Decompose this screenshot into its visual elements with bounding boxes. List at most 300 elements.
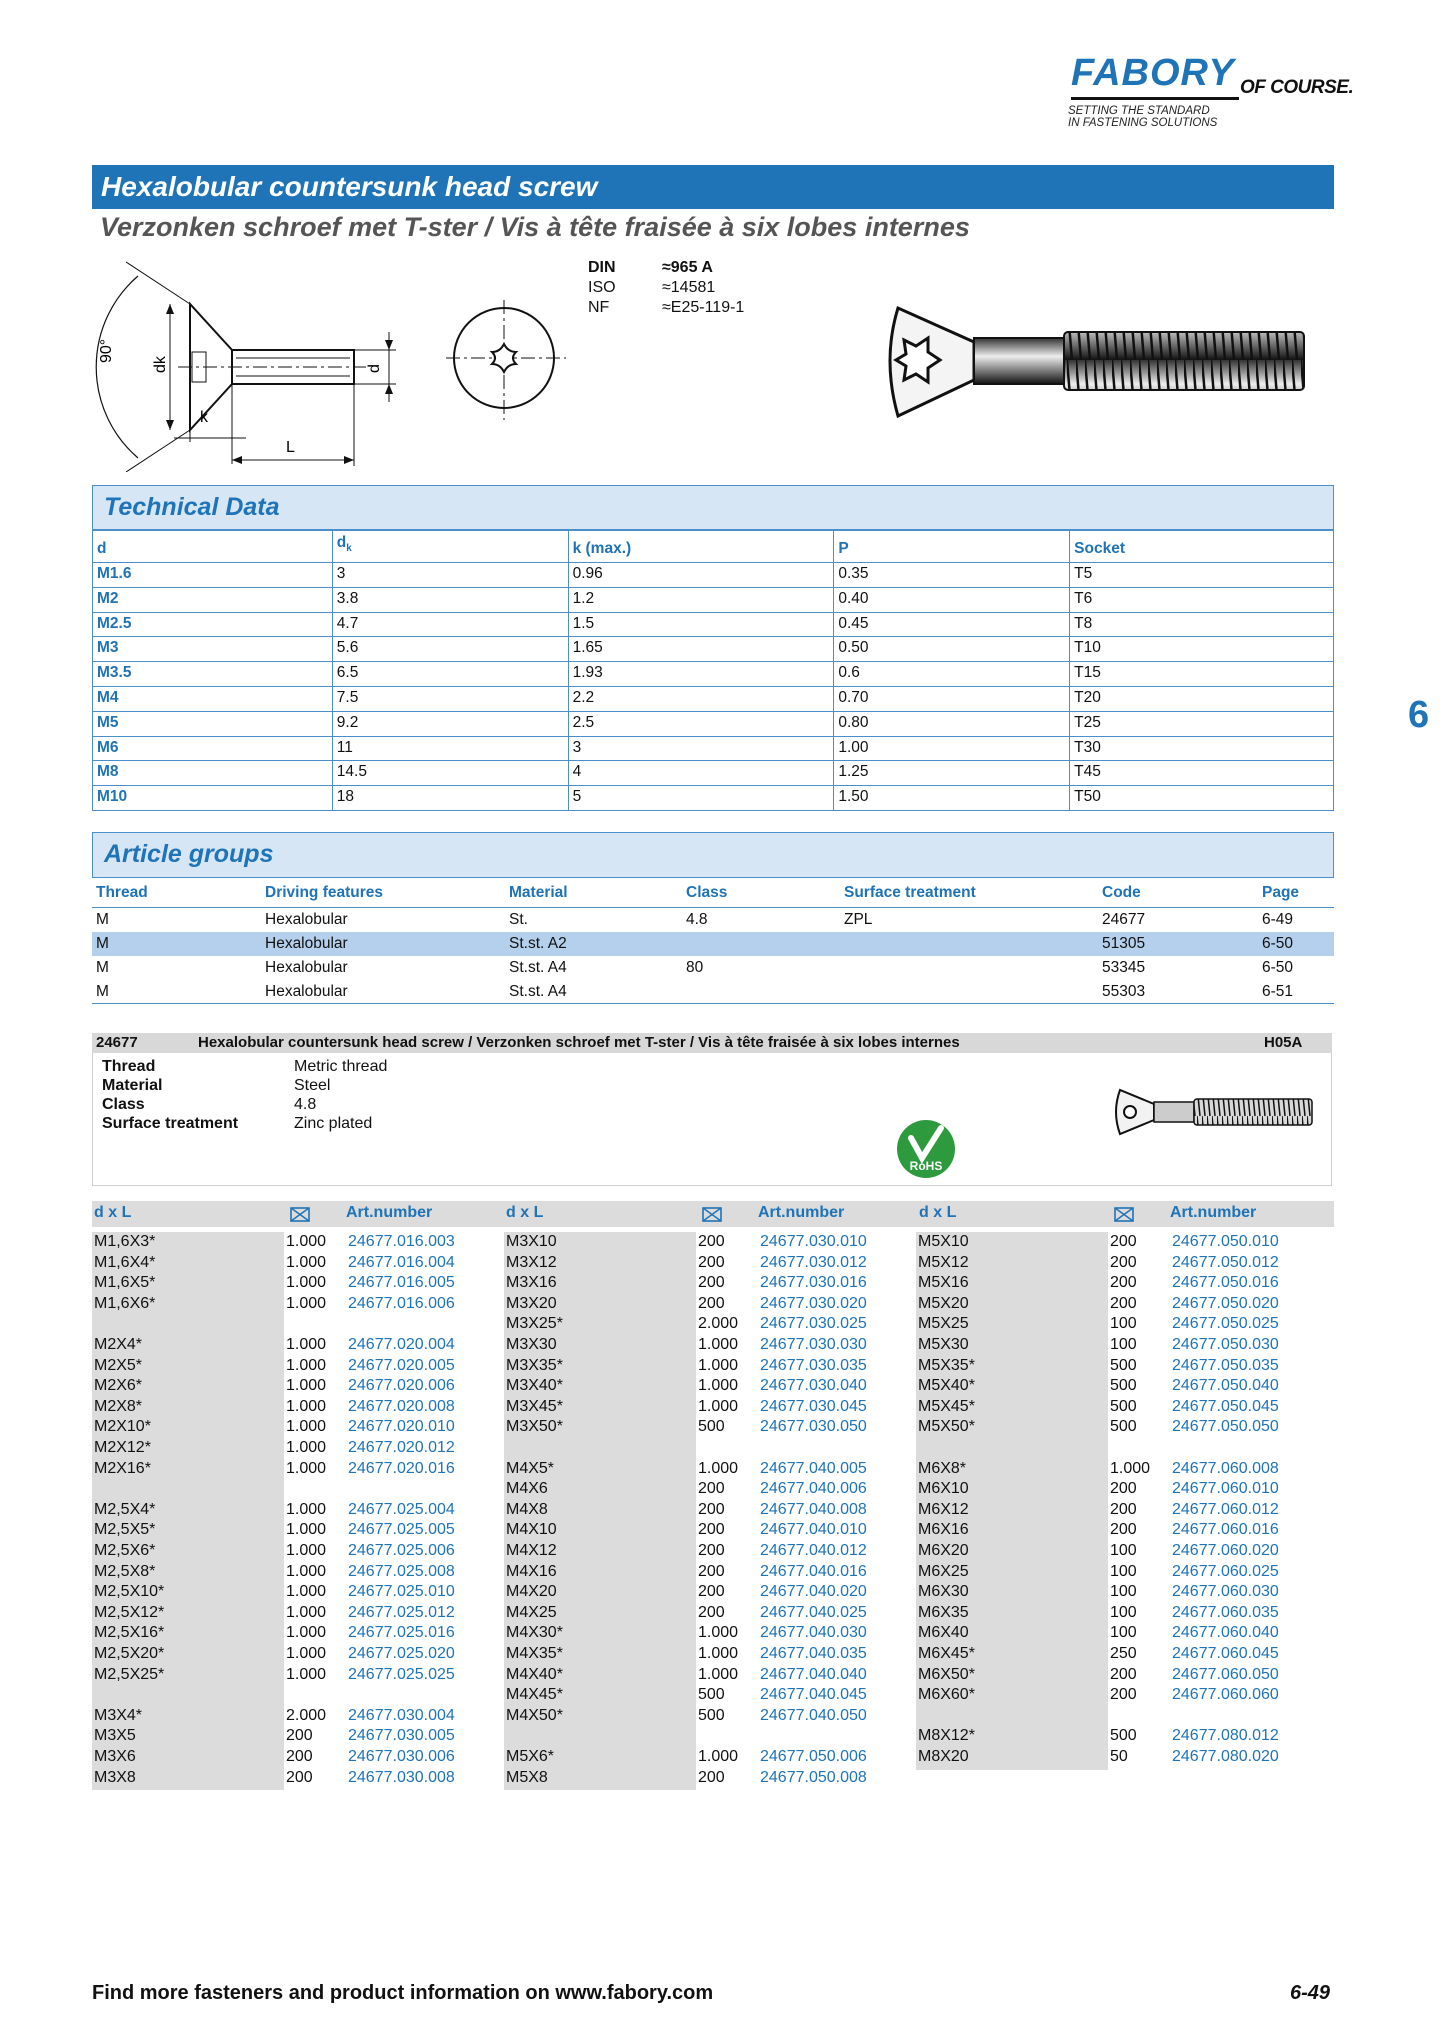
tech-cell: 4.7 — [332, 612, 568, 637]
size-list-item — [1110, 1314, 1137, 1334]
package-quantity: 1.000 — [286, 1459, 327, 1477]
article-number: 24677.050.045 — [1172, 1397, 1279, 1415]
size-value: M4X8 — [506, 1500, 548, 1518]
size-value: M4X16 — [506, 1562, 557, 1580]
size-list-item — [1172, 1459, 1279, 1479]
tech-row — [93, 612, 1334, 637]
size-list-item — [348, 1582, 455, 1602]
size-list-item — [286, 1438, 326, 1458]
size-list-item — [94, 1623, 164, 1643]
size-col-3-header: d x L — [919, 1204, 957, 1221]
article-number: 24677.030.016 — [760, 1274, 867, 1292]
size-value: M3X40* — [506, 1377, 563, 1395]
article-number: 24677.020.006 — [348, 1377, 455, 1395]
size-list-header — [92, 1201, 1334, 1227]
size-list-item — [94, 1273, 155, 1293]
article-number: 24677.025.012 — [348, 1603, 455, 1621]
size-value: M8X12* — [918, 1727, 975, 1745]
package-quantity: 200 — [698, 1274, 725, 1292]
size-value: M4X40* — [506, 1665, 563, 1683]
tech-cell-size: M3 — [93, 637, 333, 662]
size-value: M2X12* — [94, 1439, 151, 1456]
fabory-logo — [1068, 52, 1358, 132]
size-list-item — [348, 1253, 455, 1273]
size-list-item — [1172, 1479, 1279, 1499]
size-list-item — [94, 1417, 151, 1437]
size-list-item — [506, 1603, 557, 1623]
size-list-item — [698, 1335, 738, 1355]
article-cell: ZPL — [844, 911, 873, 929]
size-list-item — [1172, 1644, 1279, 1664]
size-value: M2,5X8* — [94, 1562, 156, 1580]
size-list-item — [506, 1335, 557, 1355]
size-list-item — [94, 1665, 164, 1685]
size-list-item — [286, 1397, 326, 1417]
d-label: d — [366, 364, 383, 373]
size-list-item — [1110, 1479, 1137, 1499]
size-list-item — [698, 1253, 725, 1273]
size-list-item — [1172, 1685, 1279, 1705]
article-row — [92, 908, 1334, 932]
size-list-item — [1110, 1747, 1128, 1767]
article-cell: Hexalobular — [265, 911, 348, 929]
size-value: M3X5 — [94, 1727, 136, 1745]
size-list-item — [348, 1417, 455, 1437]
tech-col-d: d — [93, 530, 333, 563]
size-value: M6X8* — [918, 1459, 967, 1477]
tech-row — [93, 736, 1334, 761]
size-list-item — [918, 1541, 969, 1561]
size-value: M6X30 — [918, 1583, 969, 1601]
size-list-item — [698, 1356, 738, 1376]
size-list-item — [918, 1232, 969, 1252]
tech-row — [93, 662, 1334, 687]
tech-cell-size: M6 — [93, 736, 333, 761]
package-quantity: 2.000 — [286, 1706, 327, 1724]
size-list-item — [760, 1232, 867, 1252]
size-value: M4X5* — [506, 1459, 555, 1477]
std-nf-value: ≈E25-119-1 — [662, 299, 745, 316]
tech-cell: T5 — [1070, 563, 1334, 588]
size-list-item — [760, 1479, 867, 1499]
size-list-item — [286, 1273, 326, 1293]
article-number: 24677.030.050 — [760, 1418, 867, 1436]
package-quantity: 200 — [698, 1294, 725, 1312]
size-value: M3X16 — [506, 1274, 557, 1292]
prop-surface-label: Surface treatment — [102, 1115, 239, 1132]
tech-cell: 0.40 — [834, 587, 1070, 612]
article-cell — [840, 956, 1098, 980]
size-list-item — [506, 1706, 563, 1726]
article-number: 24677.040.010 — [760, 1521, 867, 1539]
size-list-item — [286, 1356, 326, 1376]
size-value: M5X50* — [918, 1418, 975, 1436]
size-list-item — [506, 1768, 548, 1788]
size-list-item — [760, 1500, 867, 1520]
size-list-item — [698, 1376, 738, 1396]
article-number: 24677.040.006 — [760, 1480, 867, 1498]
size-list-item — [348, 1232, 455, 1252]
package-quantity: 1.000 — [286, 1439, 327, 1456]
article-cell — [682, 932, 840, 956]
art-col-3-header: Art.number — [1170, 1204, 1257, 1221]
tech-cell: T15 — [1070, 662, 1334, 687]
art-col-class: Class — [682, 879, 840, 908]
logo-brand: FABORY — [1071, 52, 1235, 94]
size-list-item — [286, 1747, 313, 1767]
article-number: 24677.060.030 — [1172, 1583, 1279, 1601]
package-quantity: 1.000 — [286, 1665, 327, 1683]
size-list-item — [698, 1397, 738, 1417]
tech-cell: T45 — [1070, 761, 1334, 786]
size-list-item — [348, 1644, 455, 1664]
prop-material-label: Material — [102, 1077, 163, 1094]
article-number: 24677.060.008 — [1172, 1459, 1279, 1477]
article-number: 24677.020.010 — [348, 1418, 455, 1436]
tech-cell-size: M8 — [93, 761, 333, 786]
package-quantity: 200 — [698, 1768, 725, 1786]
package-quantity: 100 — [1110, 1624, 1137, 1642]
size-value: M5X10 — [918, 1233, 969, 1250]
size-list-item — [760, 1335, 867, 1355]
size-list-item — [918, 1603, 969, 1623]
package-quantity: 250 — [1110, 1645, 1137, 1662]
size-value: M3X45* — [506, 1397, 563, 1415]
size-value: M8X20 — [918, 1748, 969, 1765]
tech-cell: 0.80 — [834, 711, 1070, 736]
size-value: M6X25 — [918, 1562, 969, 1580]
size-list-item — [1172, 1397, 1279, 1417]
tech-cell: 0.50 — [834, 637, 1070, 662]
article-number: 24677.080.020 — [1172, 1748, 1279, 1765]
size-value: M3X50* — [506, 1418, 563, 1436]
size-list-item — [1110, 1356, 1137, 1376]
article-number: 24677.020.016 — [348, 1459, 455, 1477]
size-list-item — [918, 1397, 975, 1417]
size-value: M3X20 — [506, 1294, 557, 1312]
size-list-item — [94, 1644, 164, 1664]
size-list-item — [918, 1273, 969, 1293]
tech-row — [93, 587, 1334, 612]
screw-photo — [878, 300, 1318, 424]
logo-tagline-1: SETTING THE STANDARD — [1068, 105, 1210, 117]
tech-cell: T30 — [1070, 736, 1334, 761]
package-quantity: 200 — [1110, 1480, 1137, 1498]
size-value: M6X45* — [918, 1645, 975, 1662]
rohs-label: RoHS — [909, 1159, 943, 1173]
package-quantity: 1.000 — [286, 1624, 327, 1642]
size-list-item — [348, 1356, 455, 1376]
article-number: 24677.030.045 — [760, 1397, 867, 1415]
size-list-item — [1172, 1356, 1279, 1376]
size-list-item — [94, 1397, 142, 1417]
logo-tagline-2: IN FASTENING SOLUTIONS — [1068, 117, 1218, 129]
size-value: M5X25 — [918, 1315, 969, 1333]
size-list-item — [94, 1500, 155, 1520]
size-list-item — [506, 1685, 563, 1705]
size-value: M6X40 — [918, 1624, 969, 1642]
std-din-name: DIN — [588, 259, 616, 276]
size-value: M3X6 — [94, 1748, 136, 1765]
size-list-item — [94, 1520, 155, 1540]
size-value: M4X30* — [506, 1624, 563, 1642]
article-number: 24677.060.025 — [1172, 1562, 1279, 1580]
package-quantity: 1.000 — [286, 1274, 327, 1292]
package-quantity: 200 — [698, 1233, 725, 1250]
package-quantity: 100 — [1110, 1603, 1137, 1621]
size-value: M1,6X4* — [94, 1253, 156, 1271]
size-value: M5X30 — [918, 1336, 969, 1353]
size-value: M5X40* — [918, 1377, 975, 1395]
article-number: 24677.030.006 — [348, 1748, 455, 1765]
size-list-item — [918, 1479, 969, 1499]
std-iso-name: ISO — [588, 279, 616, 296]
size-list-item — [1172, 1623, 1279, 1643]
size-list-item — [506, 1623, 563, 1643]
article-cell: 6-49 — [1262, 911, 1294, 929]
size-list-item — [286, 1603, 326, 1623]
size-list-item — [760, 1685, 867, 1705]
package-quantity: 200 — [1110, 1233, 1137, 1250]
article-number: 24677.030.005 — [348, 1727, 455, 1745]
size-list-item — [94, 1294, 155, 1314]
article-number: 24677.050.035 — [1172, 1356, 1279, 1374]
article-cell: M — [92, 932, 261, 956]
size-list-item — [94, 1541, 155, 1561]
product-code: 24677 — [96, 1034, 138, 1051]
tech-header-row — [93, 530, 1334, 563]
article-number: 24677.030.012 — [760, 1253, 867, 1271]
size-list-item — [1172, 1747, 1279, 1767]
package-quantity: 200 — [286, 1727, 313, 1745]
article-cell — [682, 979, 840, 1003]
size-list-item — [698, 1294, 725, 1314]
package-quantity: 200 — [1110, 1274, 1137, 1292]
tech-cell: 11 — [332, 736, 568, 761]
tech-cell: 0.45 — [834, 612, 1070, 637]
size-value: M6X50* — [918, 1665, 975, 1683]
k-label: k — [200, 409, 208, 426]
size-list-item — [1110, 1726, 1137, 1746]
article-number: 24677.030.035 — [760, 1356, 867, 1374]
size-list-item — [94, 1438, 151, 1458]
tech-cell: 1.00 — [834, 736, 1070, 761]
size-list-item — [918, 1726, 975, 1746]
tech-cell-size: M5 — [93, 711, 333, 736]
article-number: 24677.050.008 — [760, 1768, 867, 1786]
tech-cell-size: M2 — [93, 587, 333, 612]
package-quantity: 500 — [1110, 1727, 1137, 1745]
article-number: 24677.025.004 — [348, 1500, 455, 1518]
size-list-item — [1172, 1562, 1279, 1582]
size-list-item — [286, 1376, 326, 1396]
package-quantity: 1.000 — [286, 1645, 327, 1662]
size-list-item — [94, 1562, 155, 1582]
size-value: M6X12 — [918, 1500, 969, 1518]
size-list-item — [1110, 1232, 1137, 1252]
size-list-item — [348, 1397, 455, 1417]
size-list-item — [918, 1562, 969, 1582]
size-list-item — [286, 1253, 326, 1273]
size-list-item — [348, 1459, 455, 1479]
size-list-item — [918, 1314, 969, 1334]
article-number: 24677.060.060 — [1172, 1686, 1279, 1704]
package-quantity: 1.000 — [698, 1397, 739, 1415]
tech-cell-size: M4 — [93, 687, 333, 712]
standards-values — [662, 258, 744, 318]
package-quantity: 500 — [698, 1686, 725, 1704]
size-list-item — [348, 1768, 455, 1788]
article-cell: 6-50 — [1262, 958, 1294, 976]
article-number: 24677.020.004 — [348, 1336, 455, 1353]
tech-cell: T50 — [1070, 786, 1334, 811]
footer-text: Find more fasteners and product information on www.fabory.com — [92, 1982, 714, 2004]
art-col-code: Code — [1098, 879, 1258, 908]
package-quantity: 200 — [698, 1542, 725, 1559]
tech-cell: 3 — [332, 563, 568, 588]
tech-cell-size: M3.5 — [93, 662, 333, 687]
package-quantity: 200 — [1110, 1253, 1137, 1271]
size-list-item — [1110, 1376, 1137, 1396]
prop-surface-value: Zinc plated — [294, 1115, 373, 1132]
size-list-item — [1110, 1397, 1137, 1417]
article-cell: M — [96, 911, 109, 929]
size-list-item — [506, 1253, 557, 1273]
package-quantity-icon — [290, 1207, 310, 1222]
tech-row — [93, 711, 1334, 736]
size-list-item — [506, 1644, 563, 1664]
tech-cell-size: M2.5 — [93, 612, 333, 637]
size-value: M2,5X16* — [94, 1624, 165, 1642]
size-list-item — [698, 1747, 738, 1767]
package-quantity: 100 — [1110, 1542, 1137, 1559]
article-number: 24677.020.005 — [348, 1356, 455, 1374]
tech-col-dk: $d_k$ — [332, 530, 568, 563]
prop-material-value: Steel — [294, 1077, 331, 1094]
tech-cell-size: M10 — [93, 786, 333, 811]
size-list-item — [348, 1623, 455, 1643]
size-list-item — [348, 1562, 455, 1582]
technical-data-title: Technical Data — [104, 493, 280, 521]
rohs-badge-icon — [895, 1118, 957, 1180]
size-value: M5X35* — [918, 1356, 975, 1374]
size-value: M6X35 — [918, 1603, 969, 1621]
size-list-item — [94, 1603, 164, 1623]
size-list-item — [698, 1232, 725, 1252]
tech-cell: 3.8 — [332, 587, 568, 612]
article-number: 24677.050.040 — [1172, 1377, 1279, 1395]
article-cell: 4.8 — [686, 911, 708, 929]
size-list-item — [506, 1479, 548, 1499]
article-number: 24677.060.050 — [1172, 1665, 1279, 1683]
article-header-row — [92, 879, 1334, 908]
size-list-item — [506, 1500, 548, 1520]
size-value: M2X16* — [94, 1459, 151, 1477]
size-list-item — [918, 1294, 969, 1314]
size-list-item — [698, 1768, 725, 1788]
size-list-item — [1110, 1417, 1137, 1437]
size-value: M3X12 — [506, 1253, 557, 1271]
size-list-item — [506, 1356, 563, 1376]
page-number: 6-49 — [1290, 1982, 1331, 2004]
package-quantity: 100 — [1110, 1583, 1137, 1601]
size-list-item — [698, 1644, 738, 1664]
article-number: 24677.020.008 — [348, 1397, 455, 1415]
size-list-item — [94, 1726, 136, 1746]
article-cell: 80 — [686, 958, 704, 976]
package-quantity: 1.000 — [286, 1521, 327, 1539]
tech-cell: T10 — [1070, 637, 1334, 662]
package-quantity: 1.000 — [698, 1336, 739, 1353]
size-value: M3X30 — [506, 1336, 557, 1353]
size-list-item — [760, 1520, 867, 1540]
size-list-item — [760, 1582, 867, 1602]
size-value: M2,5X5* — [94, 1521, 156, 1539]
size-value: M3X8 — [94, 1768, 136, 1786]
package-quantity: 1.000 — [286, 1377, 327, 1395]
size-list-item — [94, 1706, 142, 1726]
article-number: 24677.040.012 — [760, 1542, 867, 1559]
angle-label: 90° — [98, 338, 115, 363]
article-number: 24677.060.020 — [1172, 1542, 1279, 1559]
size-value: M2,5X12* — [94, 1603, 165, 1621]
size-value: M2,5X20* — [94, 1645, 165, 1662]
size-list-item — [1172, 1376, 1279, 1396]
size-value: M4X45* — [506, 1686, 563, 1704]
tech-col-p: P — [834, 530, 1070, 563]
size-list-item — [506, 1582, 557, 1602]
size-list-item — [760, 1397, 867, 1417]
size-list-item — [760, 1273, 867, 1293]
package-quantity: 1.000 — [698, 1645, 739, 1662]
article-cell: St. — [509, 911, 528, 929]
package-quantity: 1.000 — [698, 1356, 739, 1374]
article-number: 24677.025.016 — [348, 1624, 455, 1642]
tech-cell: 6.5 — [332, 662, 568, 687]
size-list-item — [760, 1253, 867, 1273]
size-list-item — [698, 1500, 725, 1520]
size-list-item — [94, 1232, 155, 1252]
package-quantity: 1.000 — [286, 1603, 327, 1621]
size-value: M3X35* — [506, 1356, 563, 1374]
size-list-item — [698, 1520, 725, 1540]
size-value: M5X12 — [918, 1253, 969, 1271]
size-value: M1,6X6* — [94, 1294, 156, 1312]
tech-cell: 1.25 — [834, 761, 1070, 786]
size-list-item — [760, 1459, 867, 1479]
size-list-item — [506, 1232, 557, 1252]
tech-row — [93, 563, 1334, 588]
size-list-item — [918, 1520, 969, 1540]
tech-cell: T20 — [1070, 687, 1334, 712]
package-quantity-icon — [702, 1207, 722, 1222]
article-number: 24677.025.010 — [348, 1583, 455, 1601]
size-list-item — [760, 1541, 867, 1561]
size-list-item — [286, 1232, 326, 1252]
size-list-item — [286, 1644, 326, 1664]
art-col-material: Material — [505, 879, 682, 908]
article-row — [92, 932, 1334, 956]
size-list-item — [918, 1665, 975, 1685]
package-quantity: 1.000 — [286, 1233, 327, 1250]
page-title: Hexalobular countersunk head screw — [101, 171, 598, 202]
package-quantity: 1.000 — [286, 1356, 327, 1374]
size-list-item — [1110, 1520, 1137, 1540]
article-cell: Hexalobular — [261, 932, 505, 956]
package-quantity: 200 — [698, 1562, 725, 1580]
article-number: 24677.060.010 — [1172, 1480, 1279, 1498]
page-title-bar — [92, 165, 1334, 209]
